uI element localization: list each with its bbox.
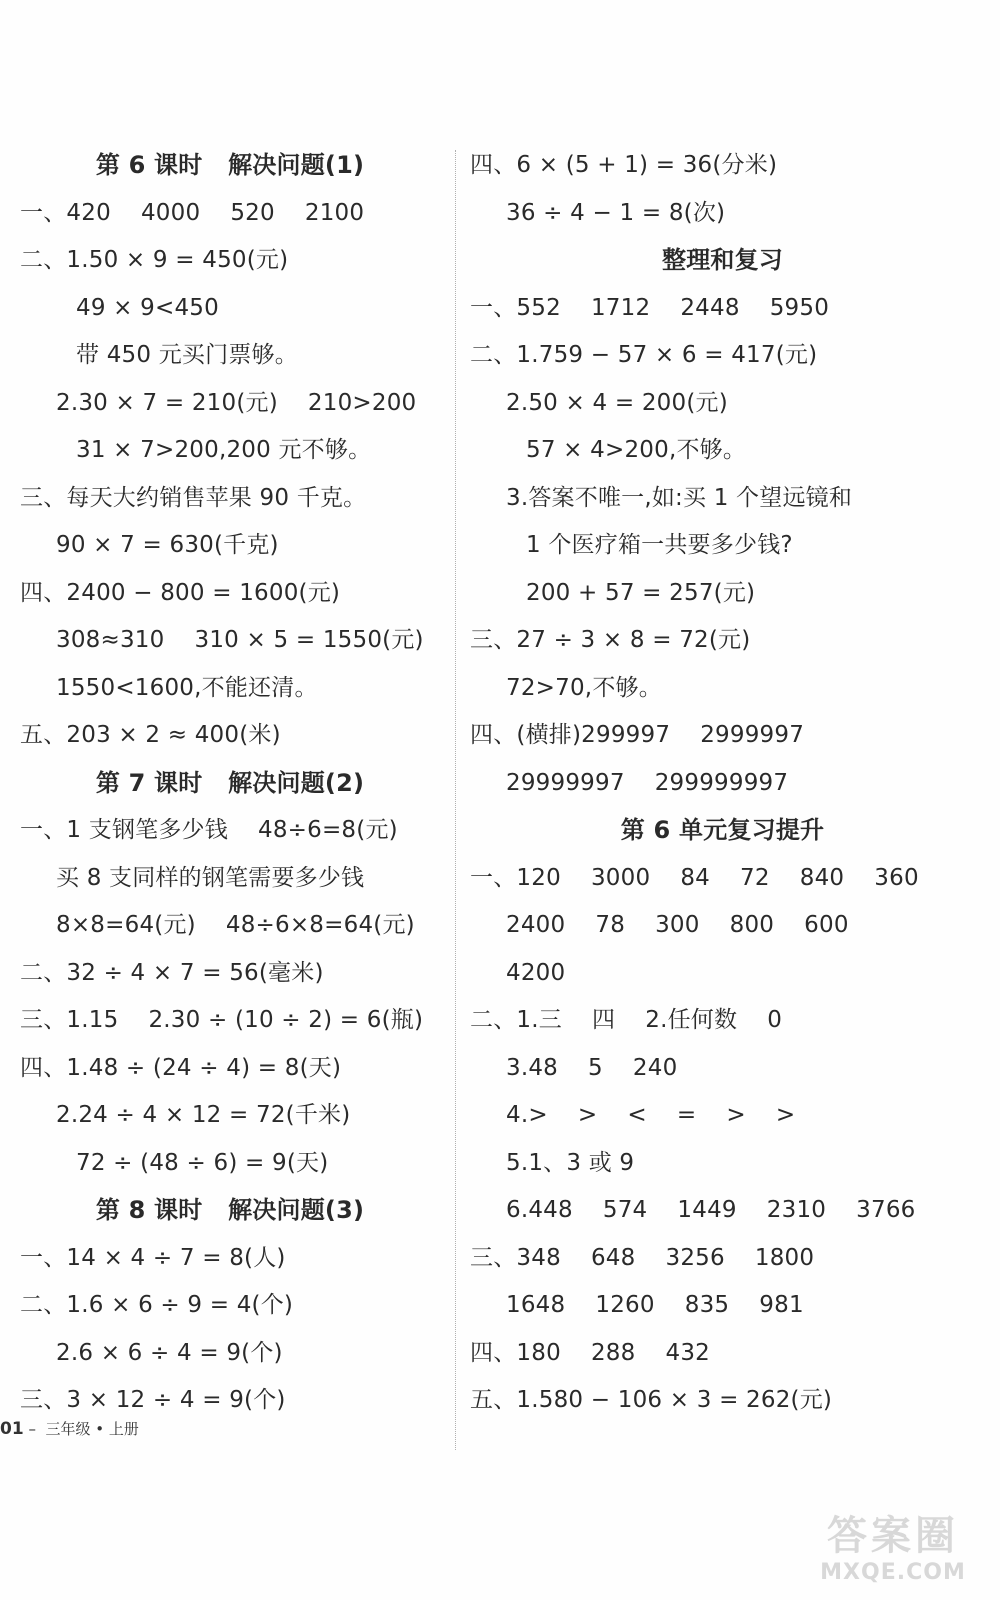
answer-line: 1648 1260 835 981 — [506, 1292, 804, 1318]
answer-line: 2.50 × 4 = 200(元) — [506, 389, 728, 416]
answer-line: 57 × 4>200,不够。 — [526, 437, 747, 463]
answer-line: 一、552 1712 2448 5950 — [470, 294, 830, 321]
answer-line: 五、1.580 − 106 × 3 = 262(元) — [470, 1387, 833, 1413]
answer-line: 2.6 × 6 ÷ 4 = 9(个) — [56, 1339, 283, 1366]
right-column — [470, 142, 975, 1425]
column-divider — [455, 150, 456, 1450]
left-column — [20, 142, 440, 1425]
answer-line: 1 个医疗箱一共要多少钱? — [526, 532, 793, 558]
answer-line: 2.30 × 7 = 210(元) 210>200 — [56, 389, 417, 416]
section-heading: 第 6 单元复习提升 — [620, 816, 825, 844]
answer-line: 29999997 299999997 — [506, 769, 789, 796]
answer-line: 90 × 7 = 630(千克) — [56, 532, 279, 558]
answer-line: 五、203 × 2 ≈ 400(米) — [20, 722, 281, 748]
answer-line: 1550<1600,不能还清。 — [56, 674, 318, 701]
answer-line: 二、32 ÷ 4 × 7 = 56(毫米) — [20, 959, 324, 986]
watermark-url: MXQE.COM — [820, 1560, 966, 1585]
answer-line: 200 + 57 = 257(元) — [526, 579, 756, 606]
answer-line: 4.> > < = > > — [506, 1102, 796, 1128]
answer-line: 买 8 支同样的钢笔需要多少钱 — [56, 864, 365, 891]
answer-line: 一、420 4000 520 2100 — [20, 199, 365, 226]
section-heading: 第 6 课时 解决问题(1) — [95, 151, 365, 179]
answer-line: 36 ÷ 4 − 1 = 8(次) — [506, 199, 726, 226]
answer-line: 二、1.50 × 9 = 450(元) — [20, 247, 289, 273]
answer-line: 二、1.三 四 2.任何数 0 — [470, 1007, 783, 1033]
answer-line: 8×8=64(元) 48÷6×8=64(元) — [56, 912, 415, 938]
section-heading: 第 7 课时 解决问题(2) — [95, 768, 365, 797]
answer-line: 三、1.15 2.30 ÷ (10 ÷ 2) = 6(瓶) — [20, 1007, 424, 1033]
answer-line: 一、1 支钢笔多少钱 48÷6=8(元) — [20, 817, 398, 843]
answer-line: 72 ÷ (48 ÷ 6) = 9(天) — [76, 1149, 329, 1176]
answer-line: 一、14 × 4 ÷ 7 = 8(人) — [20, 1244, 286, 1271]
section-heading: 第 8 课时 解决问题(3) — [95, 1196, 365, 1224]
answer-line: 带 450 元买门票够。 — [76, 342, 298, 368]
answer-line: 3.48 5 240 — [506, 1054, 678, 1081]
watermark-logo — [808, 1512, 978, 1592]
answer-line: 6.448 574 1449 2310 3766 — [506, 1197, 916, 1223]
watermark-title: 答案圈 — [827, 1513, 959, 1559]
answer-line: 三、27 ÷ 3 × 8 = 72(元) — [470, 627, 751, 653]
page-number: 01 — [0, 1419, 24, 1439]
grade-label: 三年级 • 上册 — [45, 1420, 139, 1438]
answer-line: 二、1.6 × 6 ÷ 9 = 4(个) — [20, 1292, 294, 1318]
answer-line: 四、2400 − 800 = 1600(元) — [20, 579, 341, 606]
footer-dash: – — [23, 1420, 46, 1438]
answer-line: 4200 — [506, 959, 566, 986]
answer-line: 308≈310 310 × 5 = 1550(元) — [56, 627, 424, 653]
answer-line: 31 × 7>200,200 元不够。 — [76, 437, 372, 463]
answer-line: 四、180 288 432 — [470, 1339, 710, 1366]
answer-line: 2.24 ÷ 4 × 12 = 72(千米) — [56, 1102, 351, 1128]
page-footer — [0, 1418, 139, 1439]
answer-line: 三、3 × 12 ÷ 4 = 9(个) — [20, 1387, 286, 1413]
answer-line: 3.答案不唯一,如:买 1 个望远镜和 — [506, 484, 853, 511]
answer-line: 2400 78 300 800 600 — [506, 912, 849, 938]
answer-line: 四、(横排)299997 2999997 — [470, 722, 805, 748]
answer-line: 三、每天大约销售苹果 90 千克。 — [20, 484, 367, 511]
answer-line: 四、6 × (5 + 1) = 36(分米) — [470, 152, 778, 178]
answer-line: 一、120 3000 84 72 840 360 — [470, 864, 919, 891]
answer-line: 72>70,不够。 — [506, 674, 662, 701]
answer-line: 5.1、3 或 9 — [506, 1149, 635, 1176]
section-heading: 整理和复习 — [662, 246, 783, 274]
answer-line: 三、348 648 3256 1800 — [470, 1244, 815, 1271]
answer-line: 49 × 9<450 — [76, 294, 219, 321]
answer-line: 二、1.759 − 57 × 6 = 417(元) — [470, 342, 818, 368]
answer-line: 四、1.48 ÷ (24 ÷ 4) = 8(天) — [20, 1054, 342, 1081]
